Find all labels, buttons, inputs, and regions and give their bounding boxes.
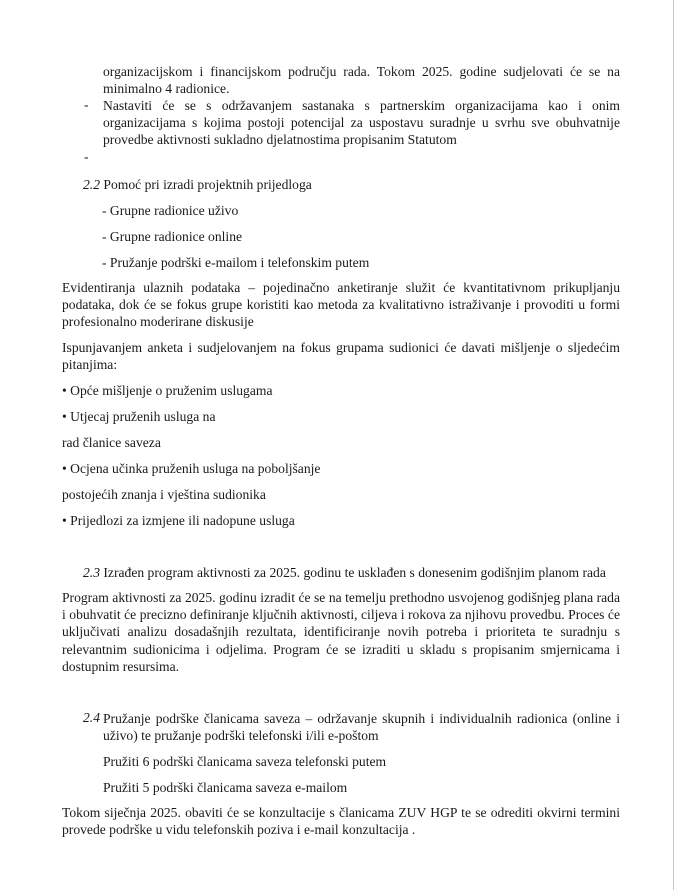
section-2-4-number: 2.4 <box>83 710 100 725</box>
section-2-4-title: Pružanje podrške članicama saveza – održavanje skupnih i individualnih radionica (online i uživo) te pružanje podrški telefonski i/ili e-poštom <box>103 711 620 744</box>
question-item: • Prijedlozi za izmjene ili nadopune usluga <box>62 513 295 528</box>
question-item-continuation: postojećih znanja i vještina sudionika <box>62 487 266 502</box>
section-2-3-heading <box>83 564 606 581</box>
paragraph-input-data: Evidentiranja ulaznih podataka – pojedinačno anketiranje služit će kvantitativnom prikupljanju podataka, dok će se fokus grupe koristiti kao metoda za kvalitativno istraživanje i provoditi u formi profesionalno moderirane diskusije <box>62 280 620 330</box>
bullet-dash-marker-empty: - <box>84 149 89 164</box>
question-item-continuation: rad članice saveza <box>62 435 161 450</box>
bullet-dash-marker: - <box>84 97 89 112</box>
intro-continuation-paragraph: organizacijskom i financijskom području rada. Tokom 2025. godine sudjelovati će se na minimalno 4 radionice. <box>103 64 620 97</box>
section-number: 2.3 <box>83 565 100 580</box>
section-title: Izrađen program aktivnosti za 2025. godinu te usklađen s donesenim godišnjim planom rada <box>103 565 606 580</box>
question-item: • Opće mišljenje o pruženim uslugama <box>62 383 273 398</box>
bullet-item-partners: Nastaviti će se s održavanjem sastanaka s partnerskim organizacijama kao i onim organizacijama s kojima postoji potencijal za uspostavu suradnje u svrhu sve obuhvatnije provedbe aktivnosti sukladno djelatnostima propisanim Statutom <box>103 98 620 148</box>
page-edge-divider <box>673 0 674 890</box>
list-item: - Pružanje podrški e-mailom i telefonskim putem <box>102 255 370 270</box>
section-number: 2.2 <box>83 177 100 192</box>
question-item: • Utjecaj pruženih usluga na <box>62 409 216 424</box>
question-item: • Ocjena učinka pruženih usluga na poboljšanje <box>62 461 321 476</box>
list-item: - Grupne radionice online <box>102 229 243 244</box>
section-2-2-heading <box>83 176 312 193</box>
support-item-phone: Pružiti 6 podrški članicama saveza telefonski putem <box>103 754 387 769</box>
section-title: Pomoć pri izradi projektnih prijedloga <box>103 177 312 192</box>
list-item: - Grupne radionice uživo <box>102 203 239 218</box>
paragraph-program-activities: Program aktivnosti za 2025. godinu izradit će se na temelju prethodno usvojenog godišnjeg plana rada i obuhvatit će precizno definiranje ključnih aktivnosti, ciljeva i rokova za njihovu provedbu. Proces će uključivati analizu dosadašnjih rezultata, identificiranje novih potreba i prioriteta te suradnju s relevantnim sudionicima i odjelima. Program će se izraditi u skladu s propisanim smjernicama i dostupnim resursima. <box>62 590 620 674</box>
paragraph-survey-intro: Ispunjavanjem anketa i sudjelovanjem na fokus grupama sudionici će davati mišljenje o sljedećim pitanjima: <box>62 340 620 373</box>
support-item-email: Pružiti 5 podrški članicama saveza e-mailom <box>103 780 348 795</box>
paragraph-consultations: Tokom siječnja 2025. obaviti će se konzultacije s članicama ZUV HGP te se odrediti okvirni termini provede podrške u vidu telefonskih poziva i e-mail konzultacija . <box>62 805 620 838</box>
